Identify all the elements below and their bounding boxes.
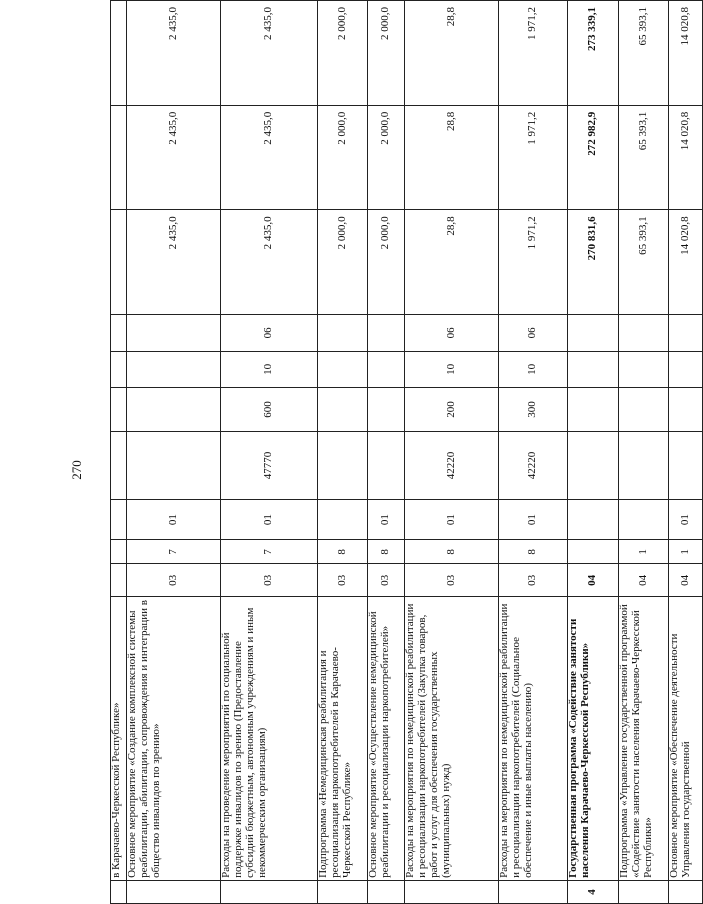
amount-year1-cell: 14 020,8: [669, 210, 703, 315]
row-number-cell: [221, 880, 318, 903]
amount-year1-cell: [111, 210, 127, 315]
subprogram-code-cell: 7: [221, 540, 318, 564]
table-row: [318, 1, 368, 904]
row-name-cell: Основное мероприятие «Обеспечение деятельности Управления государственной: [669, 597, 703, 881]
table-row: [111, 1, 127, 904]
program-code-cell: 03: [127, 564, 221, 597]
subprogram-code-cell: 7: [127, 540, 221, 564]
row-name-cell: Основное мероприятие «Осуществление немедицинской реабилитации и ресоциализации наркопотребителей»: [368, 597, 405, 881]
subprogram-code-cell: 8: [368, 540, 405, 564]
program-code-cell: 03: [221, 564, 318, 597]
section-code-cell: [619, 351, 669, 388]
row-number-cell: [368, 880, 405, 903]
subprogram-code-cell: [568, 540, 619, 564]
subsection-code-cell: [368, 315, 405, 352]
program-code-cell: 03: [405, 564, 499, 597]
event-code-cell: 01: [368, 500, 405, 540]
direction-code-cell: [619, 431, 669, 499]
subprogram-code-cell: 8: [405, 540, 499, 564]
expense-type-cell: [619, 388, 669, 432]
expense-type-cell: [111, 388, 127, 432]
amount-year3-cell: 1 971,2: [499, 1, 568, 106]
event-code-cell: 01: [405, 500, 499, 540]
amount-year3-cell: 28,8: [405, 1, 499, 106]
row-number-cell: [318, 880, 368, 903]
program-code-cell: 03: [499, 564, 568, 597]
amount-year3-cell: 2 435,0: [127, 1, 221, 106]
direction-code-cell: 47770: [221, 431, 318, 499]
amount-year3-cell: 65 393,1: [619, 1, 669, 106]
amount-year1-cell: 1 971,2: [499, 210, 568, 315]
table-row: [499, 1, 568, 904]
row-name-cell: Государственная программа «Содействие занятости населения Карачаево-Черкесской Республики»: [568, 597, 619, 881]
section-code-cell: [111, 351, 127, 388]
direction-code-cell: 42220: [405, 431, 499, 499]
row-number-cell: [619, 880, 669, 903]
row-number-cell: [499, 880, 568, 903]
expense-type-cell: [318, 388, 368, 432]
row-name-cell: Основное мероприятие «Создание комплексной системы реабилитации, абилитации, сопровождения и интеграции в общество инвалидов по зрению»: [127, 597, 221, 881]
amount-year3-cell: 273 339,1: [568, 1, 619, 106]
subsection-code-cell: [619, 315, 669, 352]
program-code-cell: 03: [368, 564, 405, 597]
expense-type-cell: [669, 388, 703, 432]
table-row: [127, 1, 221, 904]
row-name-cell: Подпрограмма «Управление государственной программой «Содействие занятости населения Карачаево-Черкесской Республики»: [619, 597, 669, 881]
row-number-cell: [111, 880, 127, 903]
table-row: [568, 1, 619, 904]
subsection-code-cell: [318, 315, 368, 352]
budget-table-container: [110, 0, 692, 904]
subprogram-code-cell: 1: [619, 540, 669, 564]
subprogram-code-cell: 8: [499, 540, 568, 564]
amount-year2-cell: 1 971,2: [499, 105, 568, 210]
amount-year1-cell: 2 435,0: [127, 210, 221, 315]
subsection-code-cell: 06: [499, 315, 568, 352]
amount-year2-cell: 272 982,9: [568, 105, 619, 210]
expense-type-cell: 200: [405, 388, 499, 432]
subsection-code-cell: 06: [221, 315, 318, 352]
row-number-cell: 4: [568, 880, 619, 903]
event-code-cell: [619, 500, 669, 540]
direction-code-cell: [127, 431, 221, 499]
subprogram-code-cell: 8: [318, 540, 368, 564]
subsection-code-cell: 06: [405, 315, 499, 352]
row-name-cell: Расходы на мероприятия по немедицинской реабилитации и ресоциализации наркопотребителей (Закупка товаров, работ и услуг для обеспечения государственных (муниципальных) нужд): [405, 597, 499, 881]
event-code-cell: 01: [221, 500, 318, 540]
page-number: 270: [69, 460, 84, 480]
expense-type-cell: [568, 388, 619, 432]
direction-code-cell: [368, 431, 405, 499]
row-number-cell: [127, 880, 221, 903]
table-row: [405, 1, 499, 904]
amount-year2-cell: 65 393,1: [619, 105, 669, 210]
amount-year2-cell: 2 000,0: [368, 105, 405, 210]
amount-year1-cell: 28,8: [405, 210, 499, 315]
amount-year1-cell: 270 831,6: [568, 210, 619, 315]
row-number-cell: [669, 880, 703, 903]
section-code-cell: [318, 351, 368, 388]
row-number-cell: [405, 880, 499, 903]
section-code-cell: [127, 351, 221, 388]
program-code-cell: 04: [669, 564, 703, 597]
table-row: [619, 1, 669, 904]
direction-code-cell: [669, 431, 703, 499]
expense-type-cell: [127, 388, 221, 432]
event-code-cell: 01: [127, 500, 221, 540]
section-code-cell: [568, 351, 619, 388]
section-code-cell: [669, 351, 703, 388]
expense-type-cell: 300: [499, 388, 568, 432]
amount-year3-cell: 14 020,8: [669, 1, 703, 106]
subprogram-code-cell: [111, 540, 127, 564]
amount-year2-cell: 2 435,0: [127, 105, 221, 210]
amount-year2-cell: 28,8: [405, 105, 499, 210]
event-code-cell: [318, 500, 368, 540]
direction-code-cell: [111, 431, 127, 499]
budget-table: [110, 0, 703, 904]
amount-year2-cell: 2 435,0: [221, 105, 318, 210]
program-code-cell: 03: [318, 564, 368, 597]
subprogram-code-cell: 1: [669, 540, 703, 564]
row-name-cell: Расходы на проведение мероприятий по социальной поддержке инвалидов по зрению (Предоставление субсидий бюджетным, автономным учреждениям и иным некоммерческим организациям): [221, 597, 318, 881]
section-code-cell: [368, 351, 405, 388]
program-code-cell: [111, 564, 127, 597]
amount-year1-cell: 65 393,1: [619, 210, 669, 315]
amount-year1-cell: 2 000,0: [318, 210, 368, 315]
amount-year3-cell: [111, 1, 127, 106]
amount-year3-cell: 2 000,0: [368, 1, 405, 106]
subsection-code-cell: [111, 315, 127, 352]
expense-type-cell: 600: [221, 388, 318, 432]
table-row: [221, 1, 318, 904]
direction-code-cell: [318, 431, 368, 499]
amount-year2-cell: [111, 105, 127, 210]
amount-year2-cell: 2 000,0: [318, 105, 368, 210]
event-code-cell: 01: [499, 500, 568, 540]
subsection-code-cell: [568, 315, 619, 352]
program-code-cell: 04: [568, 564, 619, 597]
direction-code-cell: 42220: [499, 431, 568, 499]
amount-year3-cell: 2 000,0: [318, 1, 368, 106]
row-name-cell: Расходы на мероприятия по немедицинской реабилитации и ресоциализации наркопотребителей (Социальное обеспечение и иные выплаты населению): [499, 597, 568, 881]
table-row: [368, 1, 405, 904]
event-code-cell: [111, 500, 127, 540]
amount-year1-cell: 2 000,0: [368, 210, 405, 315]
section-code-cell: 10: [405, 351, 499, 388]
section-code-cell: 10: [499, 351, 568, 388]
event-code-cell: [568, 500, 619, 540]
direction-code-cell: [568, 431, 619, 499]
row-name-cell: Подпрограмма «Немедицинская реабилитация и ресоциализация наркопотребителей в Карачаево-Черкесской Республике»: [318, 597, 368, 881]
expense-type-cell: [368, 388, 405, 432]
subsection-code-cell: [669, 315, 703, 352]
event-code-cell: 01: [669, 500, 703, 540]
amount-year2-cell: 14 020,8: [669, 105, 703, 210]
subsection-code-cell: [127, 315, 221, 352]
program-code-cell: 04: [619, 564, 669, 597]
amount-year3-cell: 2 435,0: [221, 1, 318, 106]
table-row: [669, 1, 703, 904]
row-name-cell: в Карачаево-Черкесской Республике»: [111, 597, 127, 881]
amount-year1-cell: 2 435,0: [221, 210, 318, 315]
section-code-cell: 10: [221, 351, 318, 388]
